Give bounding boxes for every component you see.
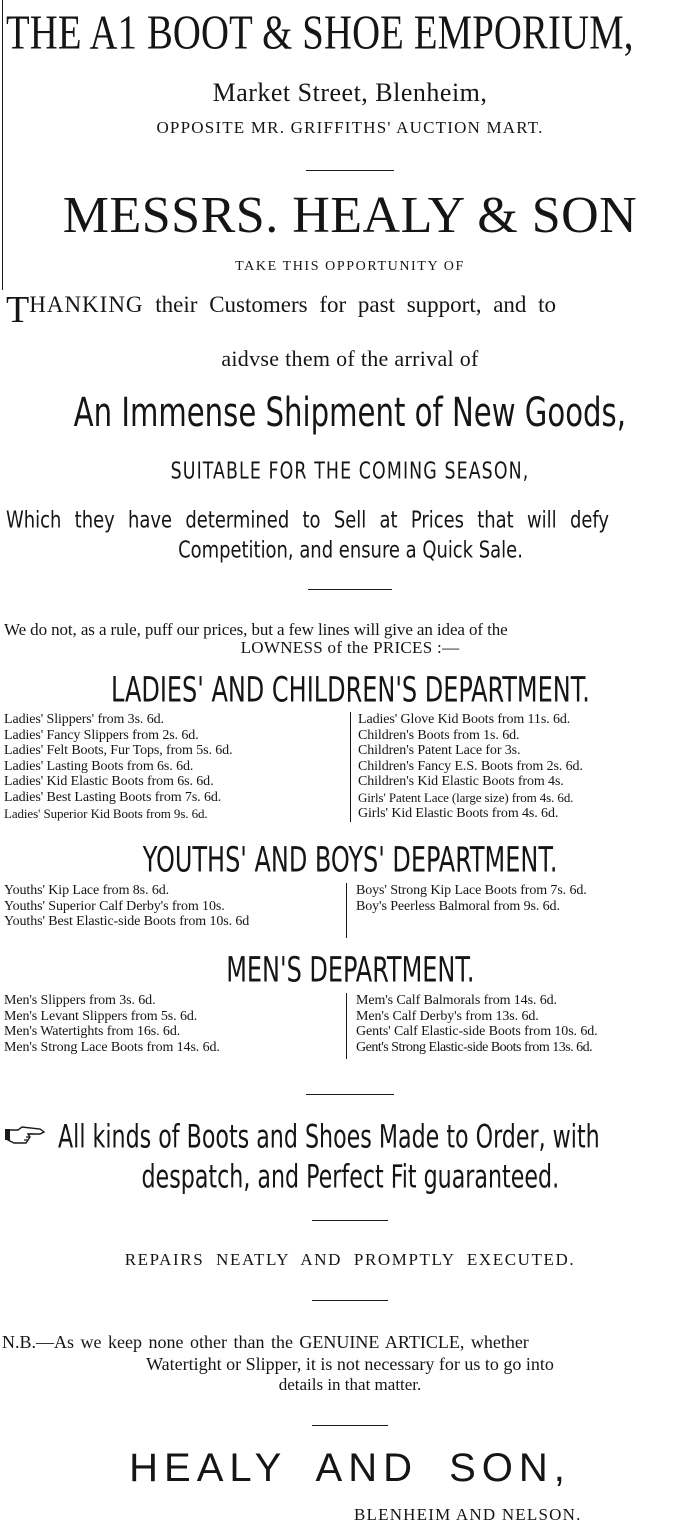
- youths-column-divider: [346, 883, 347, 938]
- list-item: Men's Watertights from 16s. 6d.: [4, 1024, 181, 1040]
- pointing-hand-icon: [4, 1124, 46, 1146]
- list-item: Men's Slippers from 3s. 6d.: [4, 993, 156, 1008]
- advise-line: aidvse them of the arrival of: [221, 346, 479, 371]
- list-item: Youths' Best Elastic-side Boots from 10s. 6d: [4, 914, 250, 930]
- list-item: Boy's Peerless Balmoral from 9s. 6d.: [356, 898, 560, 914]
- mens-column-divider: [346, 993, 347, 1059]
- list-item: Ladies' Lasting Boots from 6s. 6d.: [4, 758, 194, 774]
- note-line-1: N.B.—As we keep none other than the GENUINE ARTICLE, whether: [2, 1332, 529, 1352]
- drop-cap: T: [6, 289, 30, 331]
- thanking-rest: their Customers for past support, and to: [155, 292, 557, 317]
- list-item: Men's Strong Lace Boots from 14s. 6d.: [4, 1039, 220, 1055]
- ladies-heading: LADIES' AND CHILDREN'S DEPARTMENT.: [110, 670, 590, 711]
- thanking-word: HANKING: [29, 292, 144, 317]
- divider-3: [306, 1094, 394, 1095]
- list-item: Children's Fancy E.S. Boots from 2s. 6d.: [358, 758, 583, 774]
- ladies-right-column: [358, 712, 583, 821]
- list-item: Boys' Strong Kip Lace Boots from 7s. 6d.: [356, 883, 587, 898]
- ladies-column-divider: [350, 712, 351, 822]
- list-item: Youths' Kip Lace from 8s. 6d.: [4, 883, 170, 898]
- list-item: Men's Calf Derby's from 13s. 6d.: [356, 1008, 539, 1024]
- divider-6: [312, 1425, 388, 1426]
- mens-left-column: [4, 993, 220, 1055]
- shipment-headline: An Immense Shipment of New Goods,: [73, 390, 627, 436]
- divider-4: [312, 1220, 388, 1221]
- left-margin-rule: [2, 0, 3, 290]
- list-item: Ladies' Fancy Slippers from 2s. 6d.: [4, 727, 199, 743]
- season-line: SUITABLE FOR THE COMING SEASON,: [170, 458, 530, 484]
- youths-heading: YOUTHS' AND BOYS' DEPARTMENT.: [142, 840, 558, 881]
- intro-line-2: LOWNESS of the PRICES :—: [240, 638, 460, 657]
- list-item: Girls' Patent Lace (large size) from 4s. 6d.: [358, 789, 574, 805]
- divider-1: [306, 170, 394, 171]
- divider-2: [308, 589, 392, 590]
- youths-right-column: [356, 883, 587, 914]
- ladies-left-column: [4, 712, 232, 821]
- emporium-title: THE A1 BOOT & SHOE EMPORIUM,: [6, 5, 634, 60]
- sell-line-1: Which they have determined to Sell at Prices that will defy: [6, 507, 609, 533]
- mens-right-column: [356, 993, 598, 1055]
- list-item: Gents' Calf Elastic-side Boots from 10s. 6d.: [356, 1024, 598, 1040]
- sell-line-2: Competition, and ensure a Quick Sale.: [177, 537, 523, 563]
- list-item: Girls' Kid Elastic Boots from 4s. 6d.: [358, 805, 559, 821]
- list-item: Children's Kid Elastic Boots from 4s.: [358, 774, 564, 790]
- made-to-order-line-2: despatch, and Perfect Fit guaranteed.: [141, 1158, 559, 1196]
- proprietor-name: MESSRS. HEALY & SON: [62, 187, 638, 244]
- address-line: Market Street, Blenheim,: [212, 78, 488, 107]
- list-item: Mem's Calf Balmorals from 14s. 6d.: [356, 993, 557, 1008]
- list-item: Gent's Strong Elastic-side Boots from 13s. 6d.: [356, 1039, 593, 1055]
- footer-locations: BLENHEIM AND NELSON.: [354, 1505, 582, 1524]
- list-item: Men's Levant Slippers from 5s. 6d.: [4, 1008, 198, 1024]
- footer-name: HEALY AND SON,: [129, 1446, 571, 1490]
- list-item: Ladies' Glove Kid Boots from 11s. 6d.: [358, 712, 571, 727]
- list-item: Ladies' Superior Kid Boots from 9s. 6d.: [4, 805, 208, 821]
- opposite-line: OPPOSITE MR. GRIFFITHS' AUCTION MART.: [156, 118, 544, 137]
- list-item: Children's Patent Lace for 3s.: [358, 743, 521, 759]
- thanking-line: [6, 289, 700, 331]
- list-item: Youths' Superior Calf Derby's from 10s.: [4, 898, 225, 914]
- mens-heading: MEN'S DEPARTMENT.: [225, 950, 475, 991]
- list-item: Ladies' Best Lasting Boots from 7s. 6d.: [4, 789, 222, 805]
- list-item: Ladies' Slippers' from 3s. 6d.: [4, 712, 164, 727]
- opportunity-line: TAKE THIS OPPORTUNITY OF: [235, 259, 465, 274]
- youths-left-column: [4, 883, 249, 930]
- list-item: Ladies' Felt Boots, Fur Tops, from 5s. 6d.: [4, 743, 233, 759]
- list-item: Children's Boots from 1s. 6d.: [358, 727, 520, 743]
- list-item: Ladies' Kid Elastic Boots from 6s. 6d.: [4, 774, 214, 790]
- intro-line-1: We do not, as a rule, puff our prices, but a few lines will give an idea of the: [4, 620, 508, 639]
- made-to-order-line-1: All kinds of Boots and Shoes Made to Order, with: [58, 1118, 600, 1156]
- note-line-2: Watertight or Slipper, it is not necessary for us to go into: [146, 1354, 554, 1374]
- repairs-line: REPAIRS NEATLY AND PROMPTLY EXECUTED.: [124, 1250, 576, 1269]
- note-line-3: details in that matter.: [278, 1375, 422, 1394]
- divider-5: [312, 1300, 388, 1301]
